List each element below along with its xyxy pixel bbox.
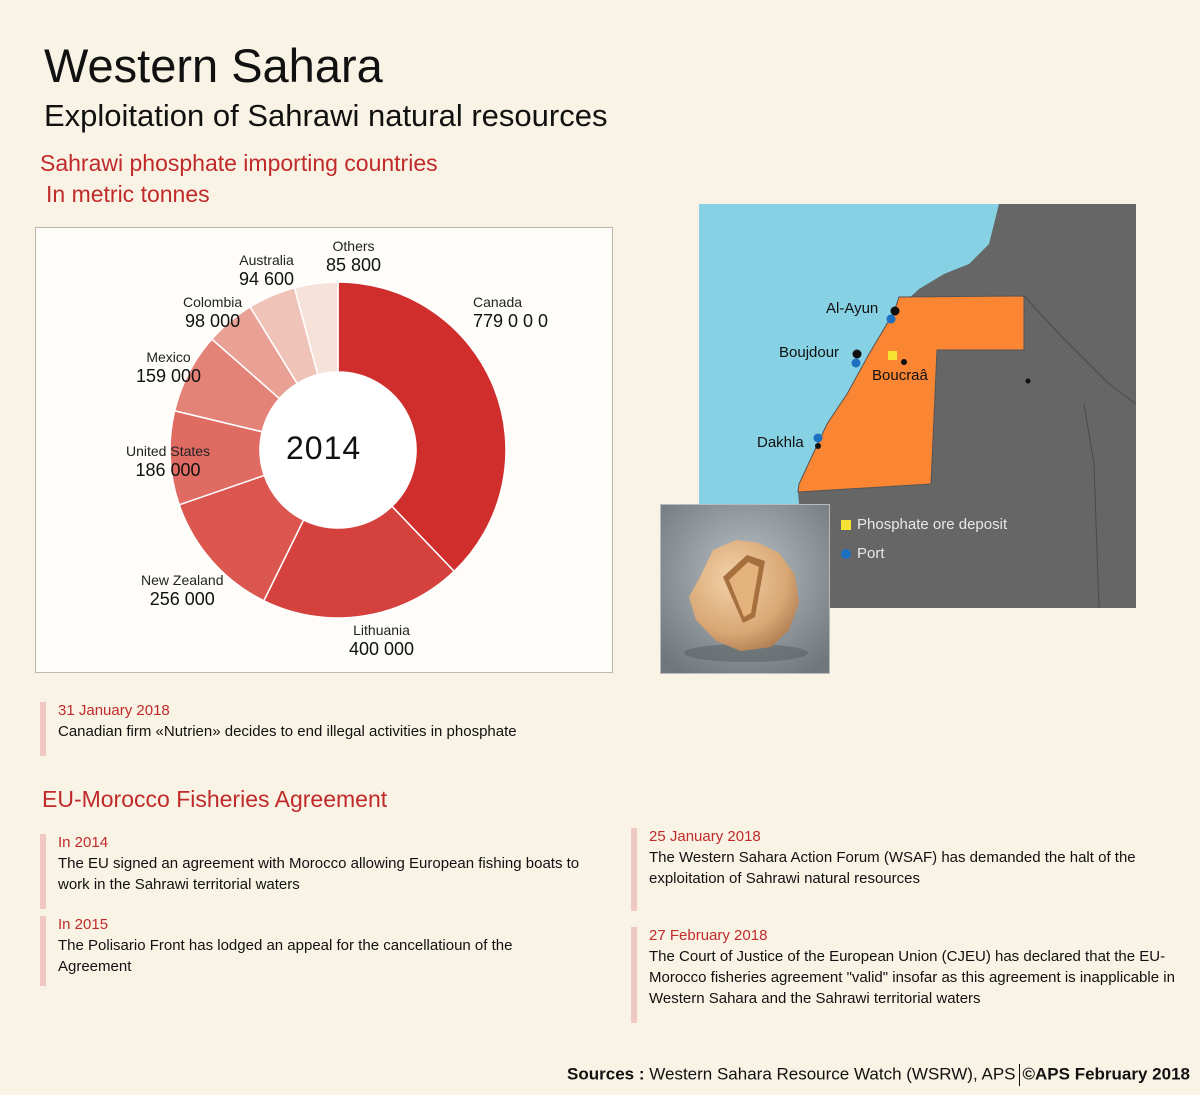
event-date: 25 January 2018 <box>649 828 761 845</box>
city-marker <box>853 350 862 359</box>
event-date: In 2014 <box>58 834 109 851</box>
port-marker <box>814 434 823 443</box>
fisheries-event <box>40 834 588 909</box>
city-marker <box>891 307 900 316</box>
yellow-square-icon <box>841 520 851 530</box>
chart-title: Sahrawi phosphate importing countries <box>40 150 438 176</box>
data-label-mexico <box>136 349 201 387</box>
chart-center-year: 2014 <box>286 430 362 466</box>
value-label: 256 000 <box>149 589 215 609</box>
category-label: Colombia <box>183 294 243 310</box>
legend-deposit: Phosphate ore deposit <box>841 516 1007 533</box>
fisheries-event <box>40 916 588 986</box>
port-marker <box>887 315 896 324</box>
value-label: 159 000 <box>136 366 202 386</box>
category-label: Mexico <box>146 349 191 365</box>
fisheries-event <box>631 927 1184 1023</box>
value-label: 85 800 <box>326 255 382 275</box>
event-text: The Polisario Front has lodged an appeal for the cancellatioun of the Agreement <box>58 937 513 975</box>
value-label: 98 000 <box>185 311 241 331</box>
donut-chart-panel <box>35 227 613 673</box>
city-marker <box>1026 379 1031 384</box>
value-label: 94 600 <box>239 269 295 289</box>
city-marker <box>901 359 907 365</box>
event-text: Canadian firm «Nutrien» decides to end illegal activities in phosphate <box>58 723 517 740</box>
category-label: New Zealand <box>141 572 224 588</box>
category-label: United States <box>126 443 211 459</box>
phosphate-event <box>40 702 618 756</box>
city-label-boujdour: Boujdour <box>779 344 840 361</box>
phosphate-rock-image <box>660 504 830 674</box>
port-marker <box>852 359 861 368</box>
sources-text: Western Sahara Resource Watch (WSRW), APS <box>649 1064 1016 1084</box>
event-text: The EU signed an agreement with Morocco allowing European fishing boats to work in the Sahrawi territorial waters <box>58 855 580 893</box>
data-label-colombia <box>183 294 242 332</box>
value-label: 186 000 <box>135 460 201 480</box>
city-marker <box>815 443 821 449</box>
phosphate-deposit-marker <box>888 351 897 360</box>
page-subtitle: Exploitation of Sahrawi natural resources <box>44 98 608 133</box>
category-label: Others <box>332 238 375 254</box>
blue-dot-icon <box>841 549 851 559</box>
phosphate-rock-illustration <box>661 505 830 674</box>
event-text: The Court of Justice of the European Union (CJEU) has declared that the EU-Morocco fisheries agreement "valid" insofar as this agreement is inapplicable in Western Sahara and the Sahrawi territorial waters <box>649 948 1175 1007</box>
data-label-lithuania <box>349 622 414 660</box>
sources-label: Sources : <box>567 1064 645 1084</box>
fisheries-event <box>631 828 1184 911</box>
fisheries-heading: EU-Morocco Fisheries Agreement <box>42 786 388 812</box>
category-label: Australia <box>239 252 294 268</box>
event-text: The Western Sahara Action Forum (WSAF) has demanded the halt of the exploitation of Sahrawi natural resources <box>649 849 1136 887</box>
data-label-australia <box>239 252 294 290</box>
copyright: ©APS February 2018 <box>1022 1064 1190 1084</box>
event-date: In 2015 <box>58 916 109 933</box>
category-label: Canada <box>473 294 523 310</box>
category-label: Lithuania <box>353 622 410 638</box>
data-label-others <box>326 238 381 276</box>
chart-unit-label: In metric tonnes <box>46 181 210 207</box>
value-label: 779 0 0 0 <box>473 311 549 331</box>
data-label-canada <box>473 294 548 332</box>
city-label-boucraa: Boucraâ <box>872 367 928 384</box>
sources-footer <box>567 1064 1190 1086</box>
legend-port: Port <box>841 545 885 562</box>
page-title: Western Sahara <box>44 39 383 92</box>
event-date: 27 February 2018 <box>649 927 768 944</box>
event-date: 31 January 2018 <box>58 702 170 719</box>
data-label-new-zealand <box>141 572 224 610</box>
divider <box>1019 1064 1020 1086</box>
city-label-dakhla: Dakhla <box>757 434 804 451</box>
data-label-united-states <box>126 443 210 481</box>
value-label: 400 000 <box>349 639 415 659</box>
city-label-al-ayun: Al-Ayun <box>826 300 879 317</box>
